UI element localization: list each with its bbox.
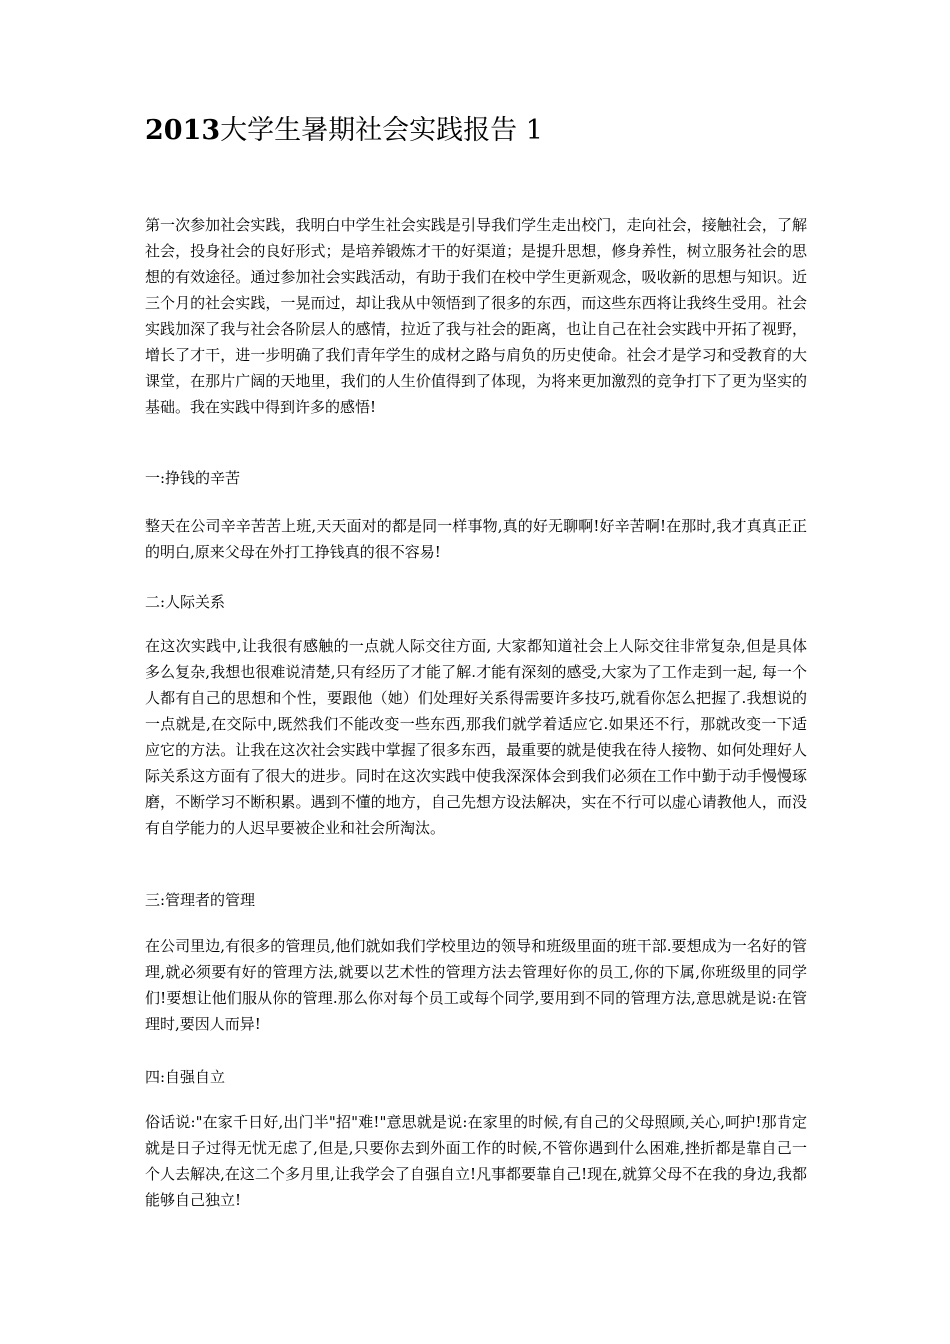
section-heading-4: 四:自强自立 bbox=[145, 1068, 226, 1086]
section-body-2: 在这次实践中,让我很有感触的一点就人际交往方面, 大家都知道社会上人际交往非常复杂,但是具体多么复杂,我想也很难说清楚,只有经历了才能了解.才能有深刻的感受,大家为了工作走到一起, 每一个人都有自己的思想和个性，要跟他（她）们处理好关系得需要许多技巧,就看你怎么把握了.我想说的一点就是,在交际中,既然我们不能改变一些东西,那我们就学着适应它.如果还不行，那就改变一下适应它的方法。让我在这次社会实践中掌握了很多东西，最重要的就是使我在待人接物、如何处理好人际关系这方面有了很大的进步。同时在这次实践中使我深深体会到我们必须在工作中勤于动手慢慢琢磨，不断学习不断积累。遇到不懂的地方，自己先想方设法解决，实在不行可以虚心请教他人，而没有自学能力的人迟早要被企业和社会所淘汰。 bbox=[145, 637, 807, 837]
section-body-1: 整天在公司辛辛苦苦上班,天天面对的都是同一样事物,真的好无聊啊!好辛苦啊!在那时,我才真真正正的明白,原来父母在外打工挣钱真的很不容易! bbox=[145, 517, 807, 561]
title-year: 2013 bbox=[145, 115, 221, 146]
intro-paragraph: 第一次参加社会实践，我明白中学生社会实践是引导我们学生走出校门，走向社会，接触社会，了解社会，投身社会的良好形式；是培养锻炼才干的好渠道；是提升思想，修身养性，树立服务社会的思想的有效途径。通过参加社会实践活动，有助于我们在校中学生更新观念，吸收新的思想与知识。近三个月的社会实践，一晃而过，却让我从中领悟到了很多的东西，而这些东西将让我终生受用。社会实践加深了我与社会各阶层人的感情，拉近了我与社会的距离，也让自己在社会实践中开拓了视野，增长了才干，进一步明确了我们青年学生的成材之路与肩负的历史使命。社会才是学习和受教育的大课堂，在那片广阔的天地里，我们的人生价值得到了体现，为将来更加激烈的竞争打下了更为坚实的基础。我在实践中得到许多的感悟! bbox=[145, 216, 807, 416]
section-body-3: 在公司里边,有很多的管理员,他们就如我们学校里边的领导和班级里面的班干部.要想成为一名好的管理,就必须要有好的管理方法,就要以艺术性的管理方法去管理好你的员工,你的下属,你班级里的同学们!要想让他们服从你的管理.那么你对每个员工或每个同学,要用到不同的管理方法,意思就是说:在管理时,要因人而异! bbox=[145, 937, 807, 1033]
section-heading-1: 一:挣钱的辛苦 bbox=[145, 469, 241, 487]
section-body-4: 俗话说:"在家千日好,出门半"招"难!"意思就是说:在家里的时候,有自己的父母照顾,关心,呵护!那肯定就是日子过得无忧无虑了,但是,只要你去到外面工作的时候,不管你遇到什么困难,挫折都是靠自己一个人去解决,在这二个多月里,让我学会了自强自立!凡事都要靠自己!现在,就算父母不在我的身边,我都能够自己独立! bbox=[145, 1113, 807, 1209]
title-text: 大学生暑期社会实践报告 1 bbox=[220, 115, 543, 146]
section-heading-3: 三:管理者的管理 bbox=[145, 891, 256, 909]
section-heading-2: 二:人际关系 bbox=[145, 593, 226, 611]
document-title bbox=[145, 113, 543, 149]
